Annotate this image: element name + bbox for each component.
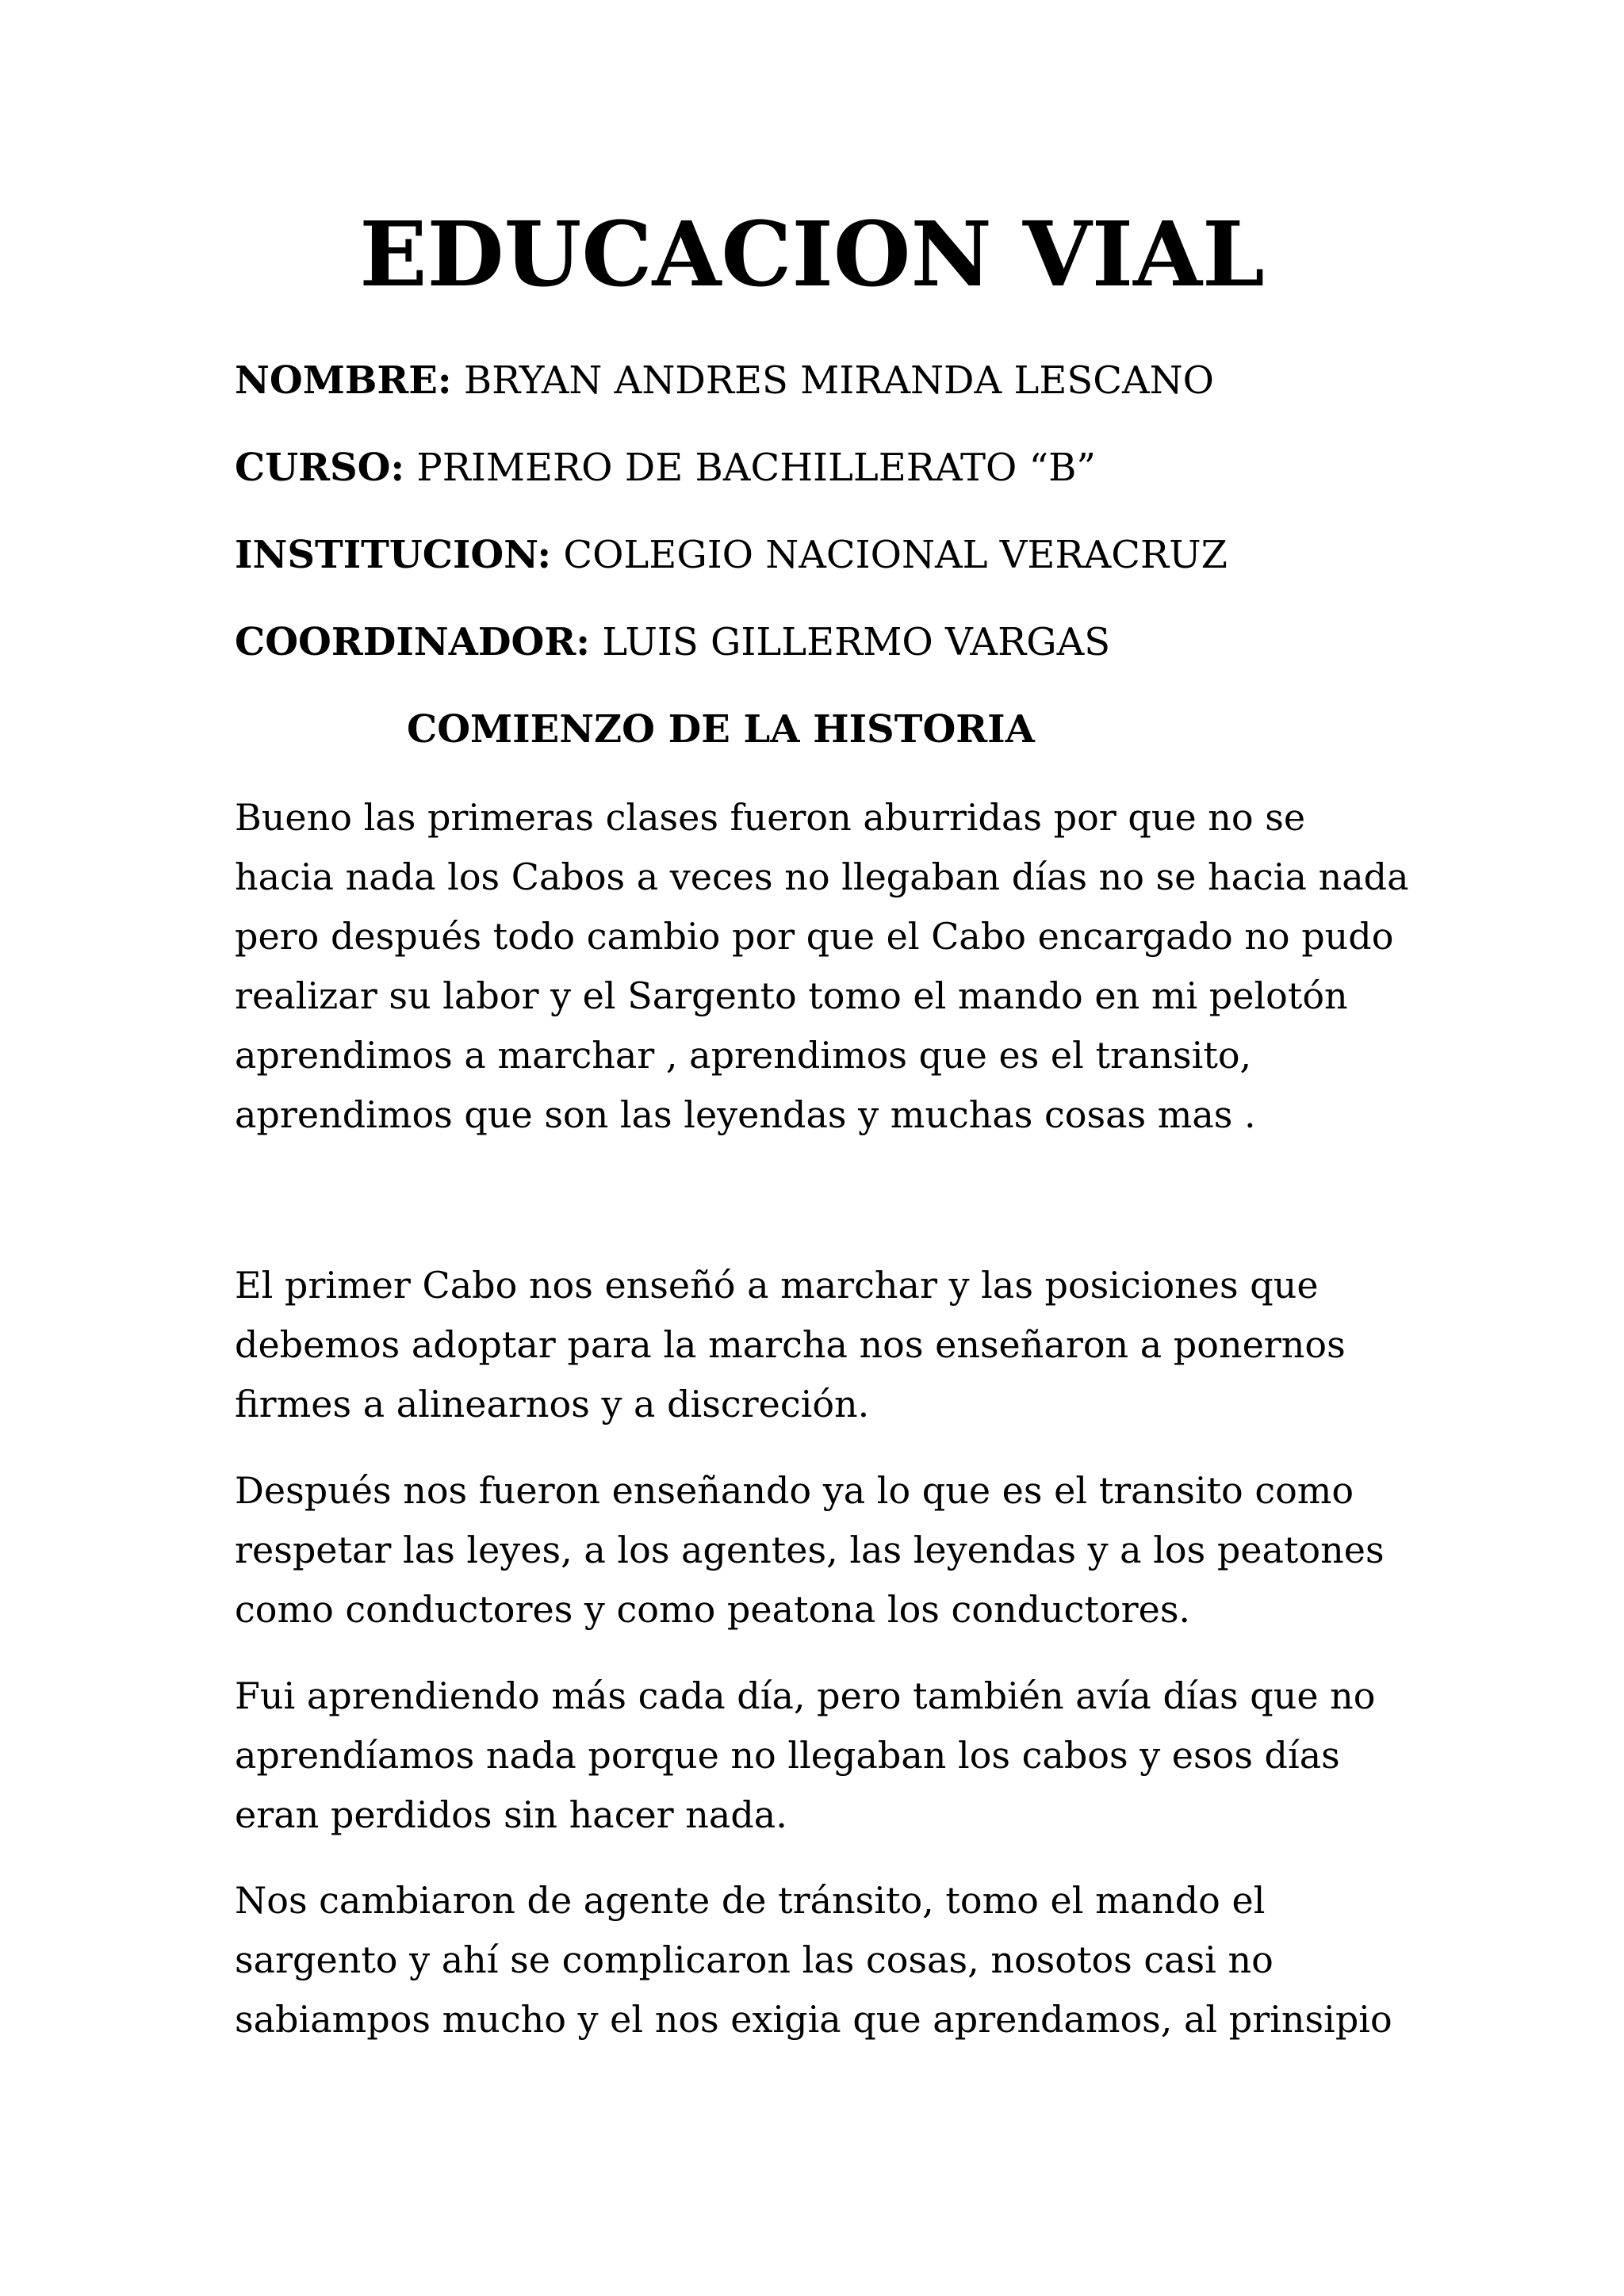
paragraph-line: sargento y ahí se complicaron las cosas, nosotos casi no: [235, 1938, 1274, 1981]
field-curso: [235, 442, 1096, 493]
paragraph-line: aprendimos a marchar , aprendimos que es el transito,: [235, 1034, 1252, 1077]
field-coordinador: [235, 617, 1110, 668]
field-label: CURSO:: [235, 446, 405, 490]
field-label: NOMBRE:: [235, 358, 452, 403]
paragraph-line: eran perdidos sin hacer nada.: [235, 1793, 787, 1836]
section-title: COMIENZO DE LA HISTORIA: [407, 707, 1035, 752]
paragraph-1: [235, 788, 1409, 1145]
paragraph-2: [235, 1256, 1346, 1434]
paragraph-line: Bueno las primeras clases fueron aburridas por que no se: [235, 796, 1306, 839]
paragraph-3: [235, 1461, 1385, 1640]
field-value: BRYAN ANDRES MIRANDA LESCANO: [451, 358, 1214, 403]
paragraph-line: debemos adoptar para la marcha nos enseñaron a ponernos: [235, 1323, 1346, 1366]
field-value: PRIMERO DE BACHILLERATO “B”: [404, 446, 1096, 490]
paragraph-5: [235, 1871, 1392, 2049]
paragraph-line: respetar las leyes, a los agentes, las leyendas y a los peatones: [235, 1529, 1385, 1571]
paragraph-line: Fui aprendiendo más cada día, pero también avía días que no: [235, 1674, 1376, 1717]
field-value: LUIS GILLERMO VARGAS: [589, 620, 1111, 664]
field-label: COORDINADOR:: [235, 620, 590, 664]
field-label: INSTITUCION:: [235, 533, 552, 577]
paragraph-line: aprendíamos nada porque no llegaban los cabos y esos días: [235, 1734, 1340, 1777]
document-title: EDUCACION VIAL: [359, 203, 1265, 307]
paragraph-line: El primer Cabo nos enseñó a marchar y las posiciones que: [235, 1264, 1319, 1307]
paragraph-line: Después nos fueron enseñando ya lo que es el transito como: [235, 1469, 1354, 1512]
paragraph-line: Nos cambiaron de agente de tránsito, tomo el mando el: [235, 1879, 1266, 1922]
paragraph-line: sabiampos mucho y el nos exigia que aprendamos, al prinsipio: [235, 1998, 1392, 2041]
paragraph-line: firmes a alinearnos y a discreción.: [235, 1383, 870, 1425]
paragraph-4: [235, 1667, 1376, 1845]
paragraph-line: pero después todo cambio por que el Cabo encargado no pudo: [235, 915, 1394, 958]
paragraph-line: como conductores y como peatona los conductores.: [235, 1588, 1191, 1631]
field-institucion: [235, 530, 1228, 580]
paragraph-line: hacia nada los Cabos a veces no llegaban días no se hacia nada: [235, 855, 1409, 898]
field-nombre: [235, 355, 1214, 406]
field-value: COLEGIO NACIONAL VERACRUZ: [551, 533, 1228, 577]
paragraph-line: aprendimos que son las leyendas y muchas cosas mas .: [235, 1093, 1256, 1136]
paragraph-line: realizar su labor y el Sargento tomo el mando en mi pelotón: [235, 974, 1348, 1017]
